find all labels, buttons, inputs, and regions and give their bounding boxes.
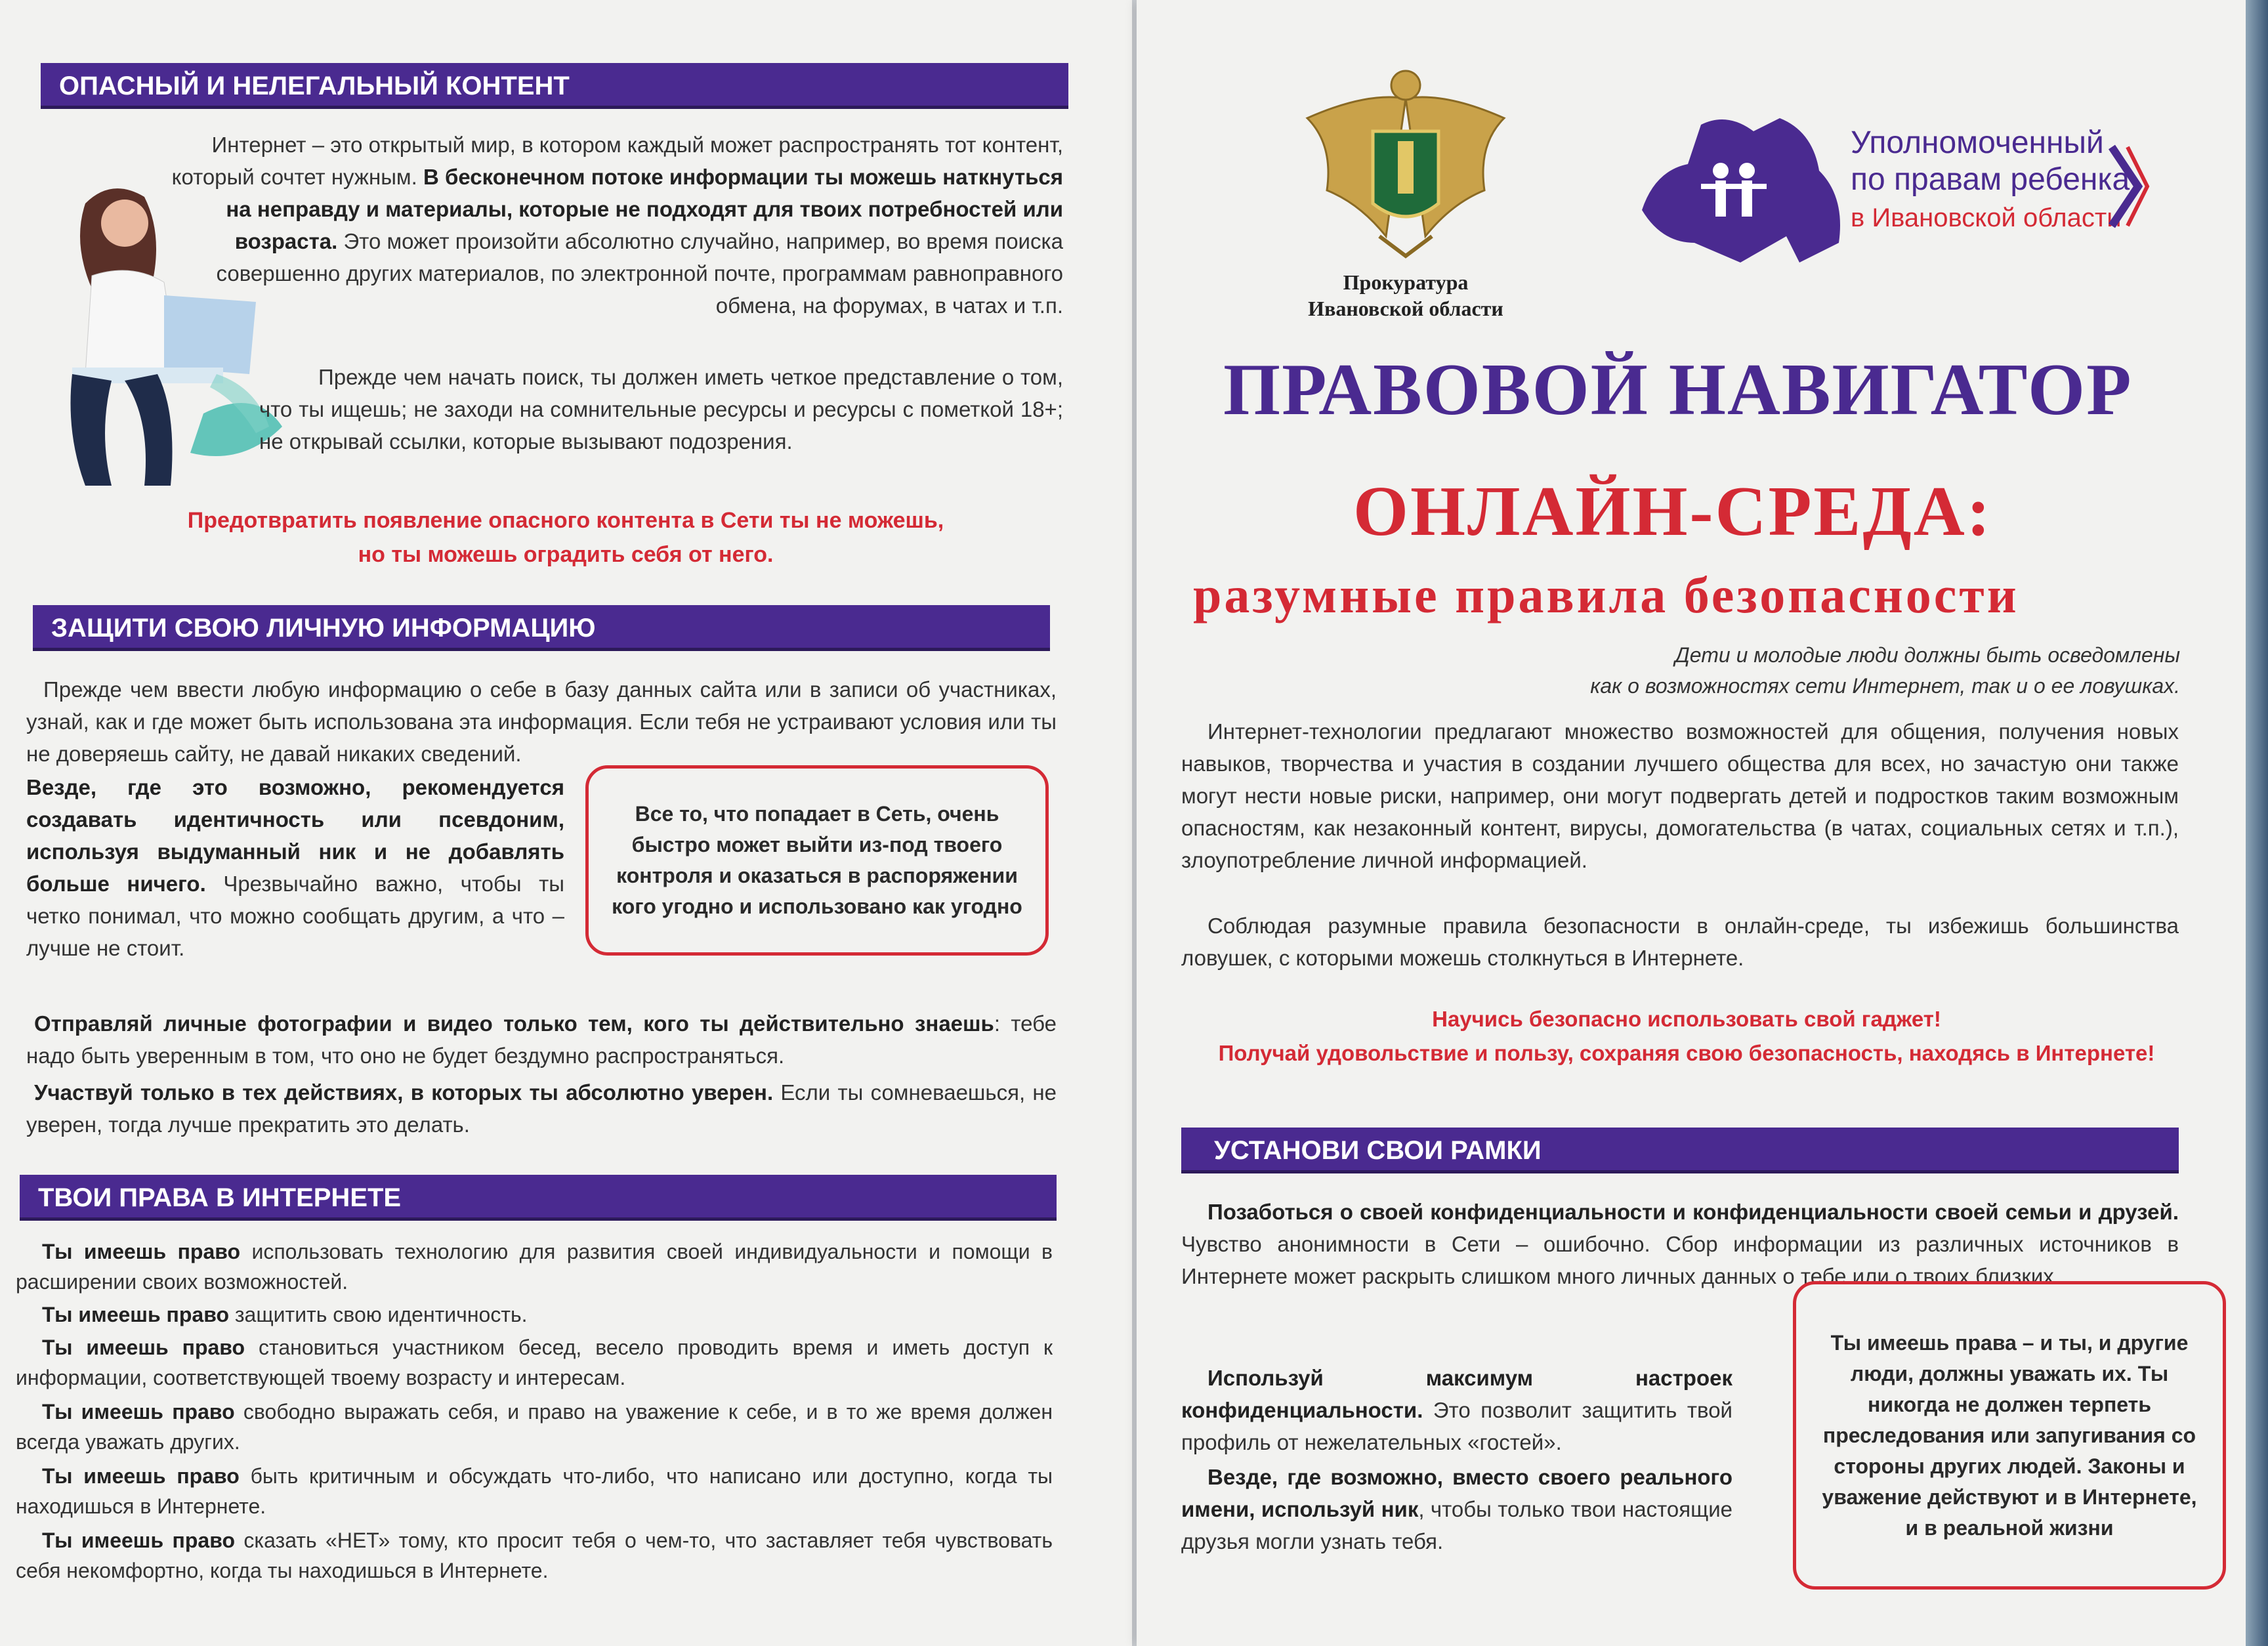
red-note-1: Научись безопасно использовать свой гаджет! (1432, 1007, 1941, 1031)
section-header-dangerous-content: ОПАСНЫЙ И НЕЛЕГАЛЬНЫЙ КОНТЕНТ (41, 63, 1068, 109)
prosecutor-label-line1: Прокуратура (1343, 270, 1469, 294)
prosecutor-emblem (1294, 59, 1517, 269)
page-title: ПРАВОВОЙ НАВИГАТОР (1223, 349, 2133, 431)
intro-paragraph-1: Интернет-технологии предлагают множество возможностей для общения, получения новых навыков, творчества и участия в создании лучшего общества для всех, но зачастую они также могут нести новые риски, например, они могут подвергать детей и подростков таким возможным опасностям, как незаконный контент, вирусы, домогательства (в чатах, социальных сетях и т.п.), злоупотребление личной информацией. (1181, 719, 2179, 872)
red-warning-2: но ты можешь оградить себя от него. (358, 542, 774, 567)
right-1: Ты имеешь право использовать технологию для развития своей индивидуальности и помощи в расширении своих возможностей. (16, 1240, 1053, 1294)
right-page (1137, 0, 2268, 1646)
red-note-2: Получай удовольствие и пользу, сохраняя свою безопасность, находясь в Интернете! (1218, 1041, 2155, 1065)
italic-line-1: Дети и молодые люди должны быть осведомлены (1675, 643, 2180, 667)
ombudsman-label-line3: в Ивановской области (1851, 203, 2122, 232)
ombudsman-label-line2: по правам ребенка (1851, 162, 2130, 197)
section-header-set-boundaries: УСТАНОВИ СВОИ РАМКИ (1181, 1128, 2179, 1173)
boundaries-paragraph-2: Используй максимум настроек конфиденциальности. Это позволит защитить твой профиль от нежелательных «гостей». (1181, 1366, 1732, 1454)
ivanovo-region-map-logo (1616, 92, 1852, 289)
intro-paragraph-2: Соблюдая разумные правила безопасности в онлайн-среде, ты избежишь большинства ловушек, с которыми можешь столкнуться в Интернете. (1181, 914, 2179, 970)
red-box-info-control: Все то, что попадает в Сеть, очень быстро может выйти из-под твоего контроля и оказаться в распоряжении кого угодно и использовано как угодно (585, 765, 1049, 956)
section-header-protect-info: ЗАЩИТИ СВОЮ ЛИЧНУЮ ИНФОРМАЦИЮ (33, 605, 1050, 651)
right-3: Ты имеешь право становиться участником бесед, весело проводить время и иметь доступ к информации, соответствующей твоему возрасту и интересам. (16, 1336, 1053, 1389)
left-page (0, 0, 1132, 1646)
section-header-your-rights: ТВОИ ПРАВА В ИНТЕРНЕТЕ (20, 1175, 1057, 1221)
right-6: Ты имеешь право сказать «НЕТ» тому, кто просит тебя о чем-то, что заставляет тебя чувствовать себя некомфортно, когда ты находишься в Интернете. (16, 1529, 1053, 1582)
page-subtitle-2: разумные правила безопасности (1193, 566, 2019, 623)
ombudsman-label-line1: Уполномоченный (1851, 125, 2104, 160)
boundaries-paragraph-1a: Позаботься о своей конфиденциальности и конфиденциальности своей семьи и друзей. Чувство анонимности в Сети – ошибочно. Сбор информации из различных источников в Интернете может раскрыть слишком много личных данных о тебе или о твоих близких. (1181, 1200, 2179, 1288)
right-5: Ты имеешь право быть критичным и обсуждать что-либо, что написано или доступно, когда ты находишься в Интернете. (16, 1464, 1053, 1518)
page-subtitle: ОНЛАЙН-СРЕДА: (1353, 473, 1992, 551)
red-box-rights: Ты имеешь права – и ты, и другие люди, должны уважать их. Ты никогда не должен терпеть преследования или запугивания со стороны других людей. Законы и уважение действуют и в Интернете, и в реальной жизни (1793, 1281, 2226, 1590)
page-edge (2246, 0, 2268, 1646)
dangerous-content-paragraph-1: Интернет – это открытый мир, в котором каждый может распространять тот контент, который сочтет нужным. В бесконечном потоке информации ты можешь наткнуться на неправду и материалы, которые не подходят для твоих потребностей или возраста. Это может произойти абсолютно случайно, например, во время поиска совершенно других материалов, по электронной почте, программам равноправного обмена, на форумах, в чатах и т.п. (171, 133, 1063, 318)
protect-info-paragraph-1a: Прежде чем ввести любую информацию о себе в базу данных сайта или в записи об участниках, узнай, как и где может быть использована эта информация. Если тебя не устраивают условия или ты не доверяешь сайту, не давай никаких сведений. (26, 677, 1057, 766)
dangerous-content-paragraph-2: Прежде чем начать поиск, ты должен иметь четкое представление о том, что ты ищешь; не заходи на сомнительные ресурсы и ресурсы с пометкой 18+; не открывай ссылки, которые вызывают подозрения. (259, 365, 1063, 454)
red-warning-1: Предотвратить появление опасного контента в Сети ты не можешь, (187, 508, 944, 533)
right-4: Ты имеешь право свободно выражать себя, и право на уважение к себе, и в то же время должен всегда уважать других. (16, 1400, 1053, 1454)
prosecutor-label-line2: Ивановской области (1308, 297, 1503, 320)
chevron-right-icon (2105, 140, 2151, 232)
protect-info-paragraph-1b: Везде, где это возможно, рекомендуется создавать идентичность или псевдоним, используя выдуманный ник и не добавлять больше ничего. Чрезвычайно важно, чтобы ты четко понимал, что можно сообщать другим, а что – лучше не стоит. (26, 775, 564, 960)
italic-line-2: как о возможностях сети Интернет, так и о ее ловушках. (1590, 674, 2180, 698)
right-2: Ты имеешь право защитить свою идентичность. (42, 1303, 528, 1326)
protect-info-paragraph-2: Отправляй личные фотографии и видео только тем, кого ты действительно знаешь: тебе надо быть уверенным в том, что оно не будет бездумно распространяться. (26, 1011, 1057, 1068)
protect-info-paragraph-3: Участвуй только в тех действиях, в которых ты абсолютно уверен. Если ты сомневаешься, не уверен, тогда лучше прекратить это делать. (26, 1080, 1057, 1137)
boundaries-paragraph-3: Везде, где возможно, вместо своего реального имени, используй ник, чтобы только твои настоящие друзья могли узнать тебя. (1181, 1465, 1733, 1553)
